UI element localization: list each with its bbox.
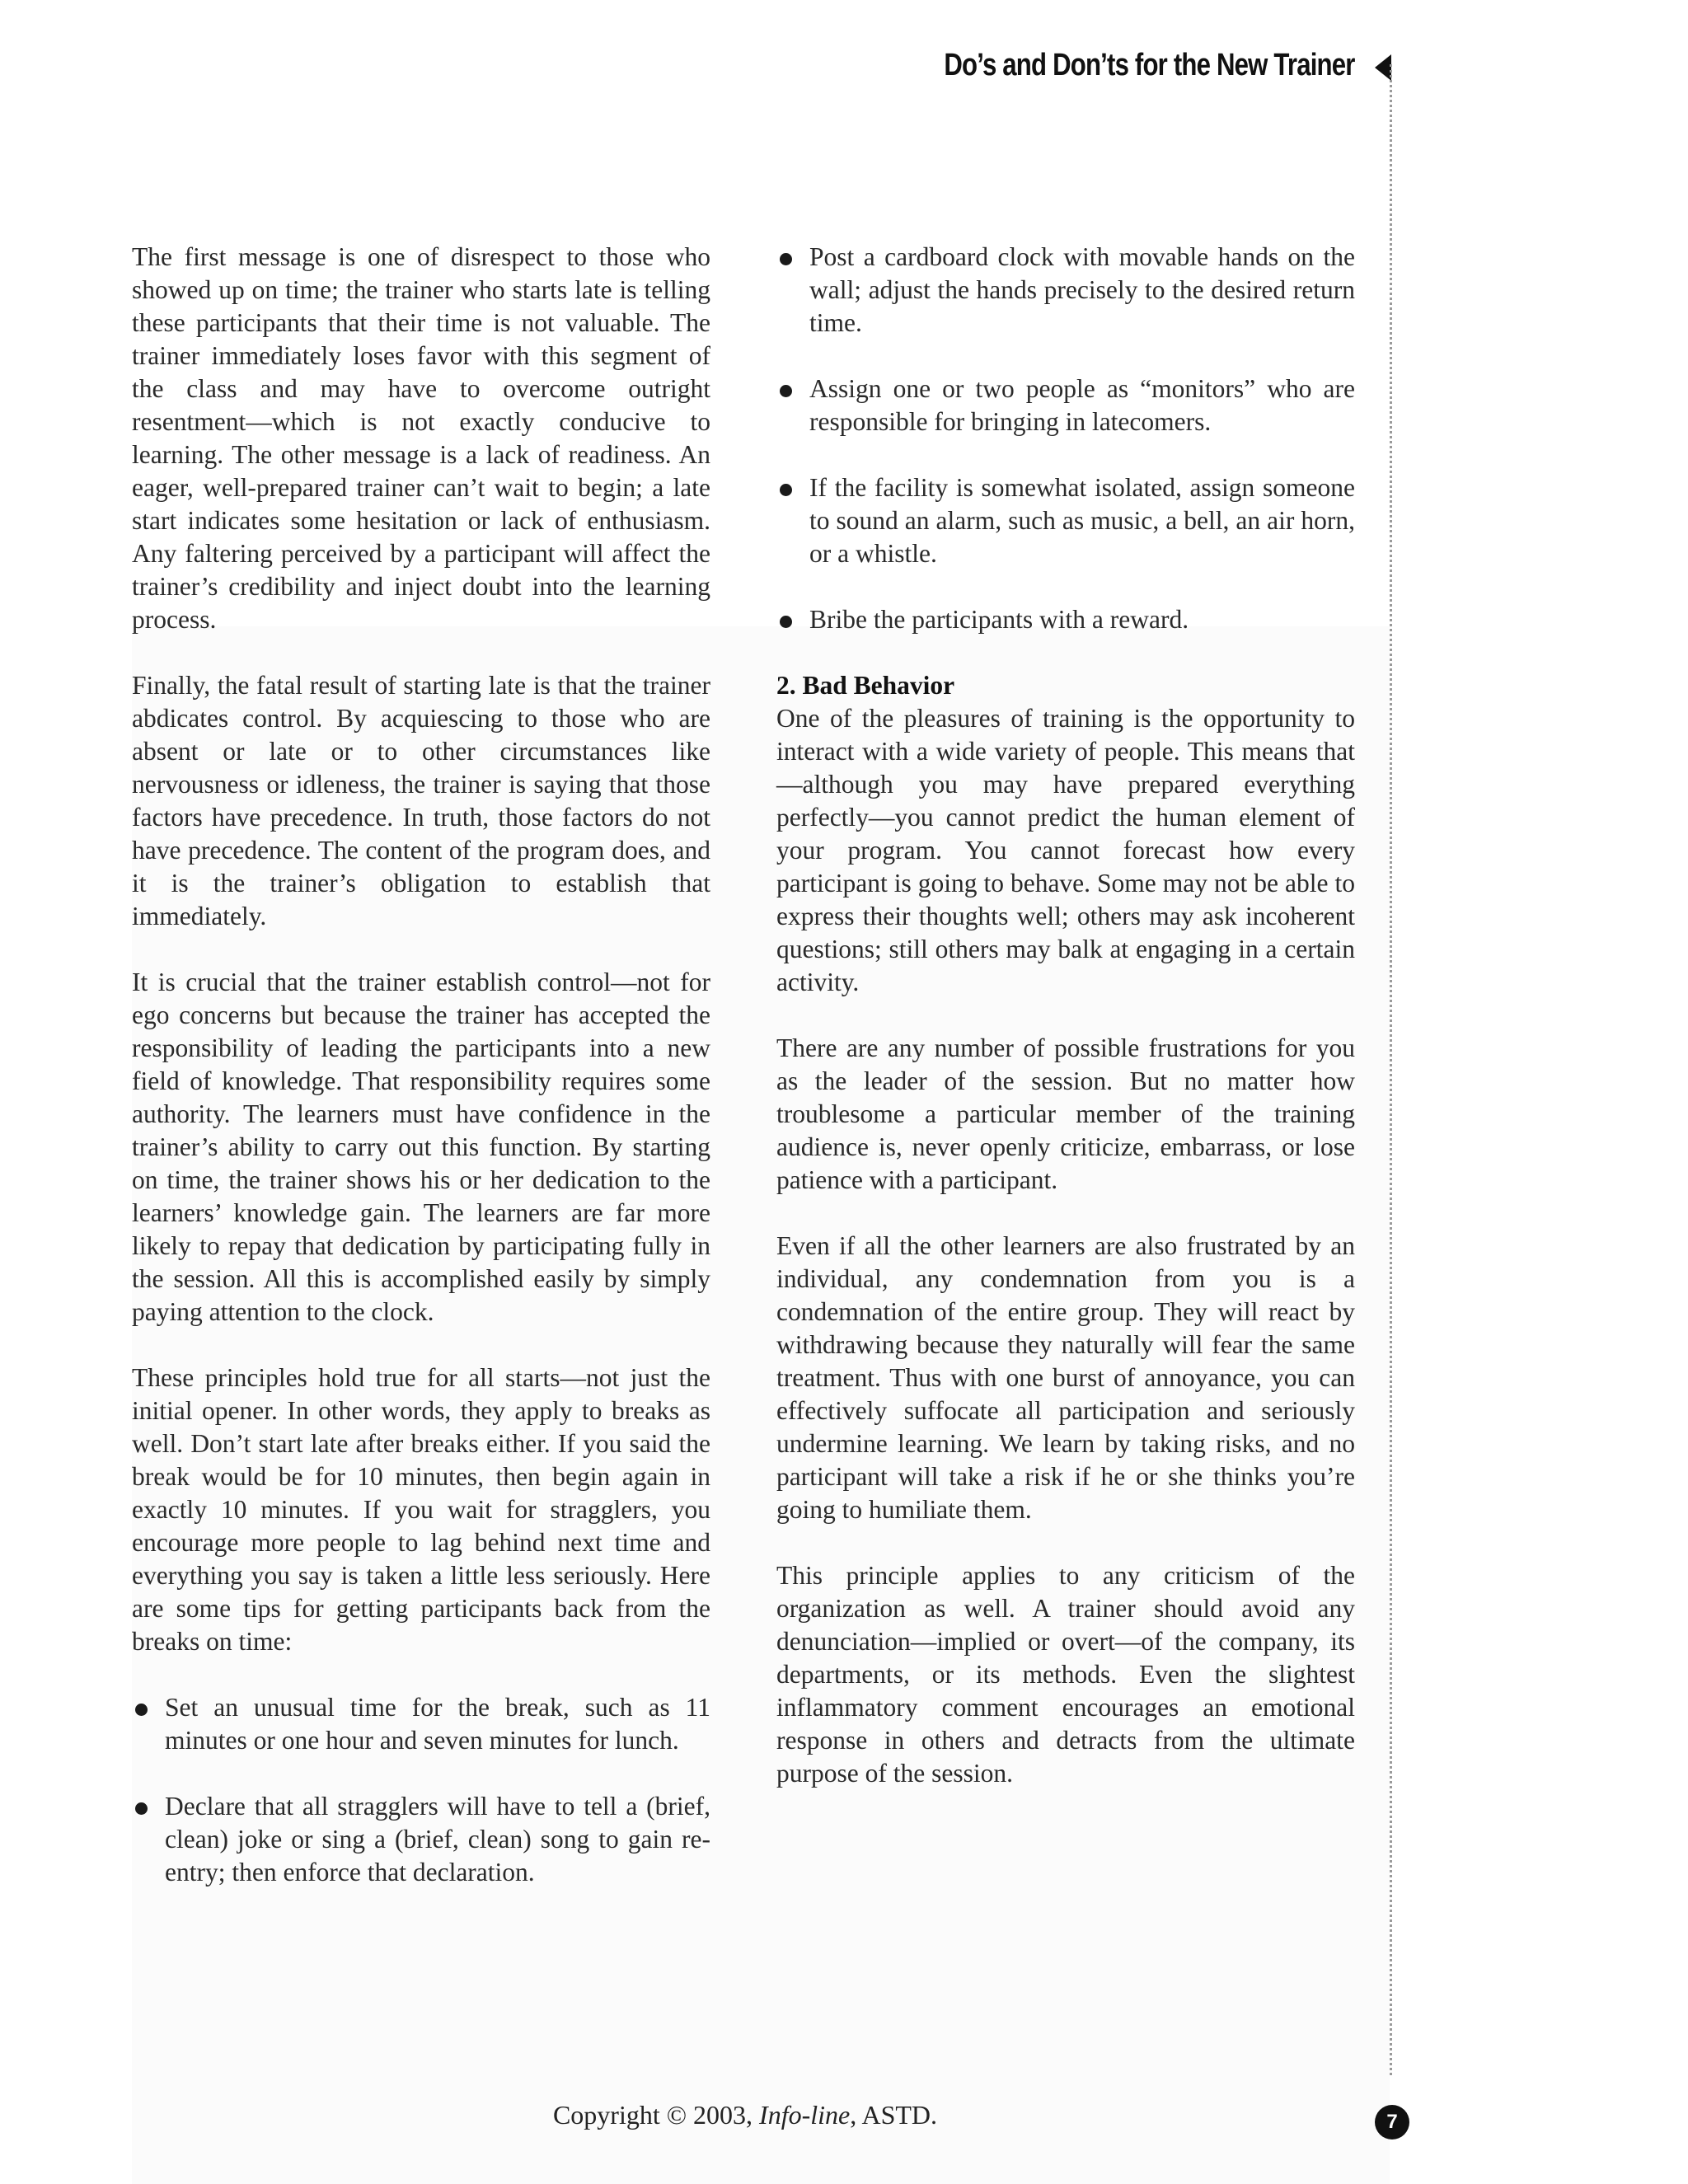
- bullet-icon: [780, 385, 792, 397]
- bullet-text: Set an unusual time for the break, such as 11 minutes or one hour and seven minutes for lunch.: [165, 1693, 710, 1755]
- bullet-text: Declare that all stragglers will have to tell a (brief, clean) joke or sing a (brief, clean) song to gain re-entry; then enforce that declaration.: [165, 1792, 710, 1886]
- bullet-icon: [135, 1802, 148, 1815]
- copyright-suffix: , ASTD.: [850, 2100, 938, 2130]
- paragraph: Finally, the fatal result of starting late is that the trainer abdicates control. By acquiescing to those who are absent or late or to other circumstances like nervousness or idleness, the trainer is saying that those factors have precedence. In truth, those factors do not have precedence. The content of the program does, and it is the trainer’s obligation to establish that immediately.: [132, 671, 710, 930]
- paragraph: One of the pleasures of training is the opportunity to interact with a wide variety of people. This means that—although you may have prepared everything perfectly—you cannot predict the human element of your program. You cannot forecast how every participant is going to behave. Some may not be able to express their thoughts well; others may ask incoherent questions; still others may balk at engaging in a certain activity.: [776, 704, 1355, 996]
- bullet-text: Bribe the participants with a reward.: [809, 605, 1189, 634]
- bullet-item: [776, 603, 1355, 636]
- bullet-item: [776, 241, 1355, 340]
- bullet-text: If the facility is somewhat isolated, assign someone to sound an alarm, such as music, a bell, an air horn, or a whistle.: [809, 473, 1355, 568]
- bullet-item: [776, 471, 1355, 570]
- bullet-item: [132, 1691, 710, 1757]
- publication-name: Info-line: [759, 2100, 851, 2130]
- paragraph: These principles hold true for all starts—not just the initial opener. In other words, they apply to breaks as well. Don’t start late after breaks either. If you said the break would be for 10 minutes, then begin again in exactly 10 minutes. If you wait for stragglers, you encourage more people to lag behind next time and everything you say is taken a little less seriously. Here are some tips for getting participants back from the breaks on time:: [132, 1363, 710, 1656]
- section-heading: 2. Bad Behavior: [776, 671, 955, 700]
- copyright-prefix: Copyright © 2003,: [552, 2100, 760, 2130]
- left-column: [132, 241, 710, 1922]
- bullet-icon: [780, 253, 792, 265]
- page-number-badge: 7: [1375, 2105, 1409, 2139]
- dotted-margin-rule: [1390, 64, 1392, 2075]
- paragraph: Even if all the other learners are also frustrated by an individual, any condemnation from you is a condemnation of the entire group. They will react by withdrawing because they naturally will fear the same treatment. Thus with one burst of annoyance, you can effectively suffocate all participation and seriously undermine learning. We learn by taking risks, and no participant will take a risk if he or she thinks you’re going to humiliate them.: [776, 1231, 1355, 1524]
- header-arrow-icon: [1375, 54, 1391, 81]
- bullet-icon: [135, 1704, 148, 1716]
- running-header-title: Do’s and Don’ts for the New Trainer: [944, 48, 1355, 82]
- bullet-icon: [780, 484, 792, 496]
- paragraph: It is crucial that the trainer establish control—not for ego concerns but because the trainer has accepted the responsibility of leading the participants into a new field of knowledge. That responsibility requires some authority. The learners must have confidence in the trainer’s ability to carry out this function. By starting on time, the trainer shows his or her dedication to the learners’ knowledge gain. The learners are far more likely to repay that dedication by participating fully in the session. All this is accomplished easily by simply paying attention to the clock.: [132, 968, 710, 1326]
- bullet-item: [776, 373, 1355, 438]
- bullet-icon: [780, 616, 792, 628]
- paragraph: The first message is one of disrespect to those who showed up on time; the trainer who starts late is telling these participants that their time is not valuable. The trainer immediately loses favor with this segment of the class and may have to overcome outright resentment—which is not exactly conducive to learning. The other message is a lack of readiness. An eager, well-prepared trainer can’t wait to begin; a late start indicates some hesitation or lack of enthusiasm. Any faltering perceived by a participant will affect the trainer’s credibility and inject doubt into the learning process.: [132, 242, 710, 634]
- paragraph: There are any number of possible frustrations for you as the leader of the session. But no matter how troublesome a particular member of the training audience is, never openly criticize, embarrass, or lose patience with a participant.: [776, 1033, 1355, 1194]
- copyright-footer: [0, 2100, 1490, 2130]
- paragraph: This principle applies to any criticism of the organization as well. A trainer should avoid any denunciation—implied or overt—of the company, its departments, or its methods. Even the slightest inflammatory comment encourages an emotional response in others and detracts from the ultimate purpose of the session.: [776, 1561, 1355, 1788]
- bullet-item: [132, 1790, 710, 1889]
- bullet-text: Post a cardboard clock with movable hands on the wall; adjust the hands precisely to the desired return time.: [809, 242, 1355, 337]
- right-column: [776, 241, 1355, 1823]
- bullet-text: Assign one or two people as “monitors” who are responsible for bringing in latecomers.: [809, 374, 1355, 436]
